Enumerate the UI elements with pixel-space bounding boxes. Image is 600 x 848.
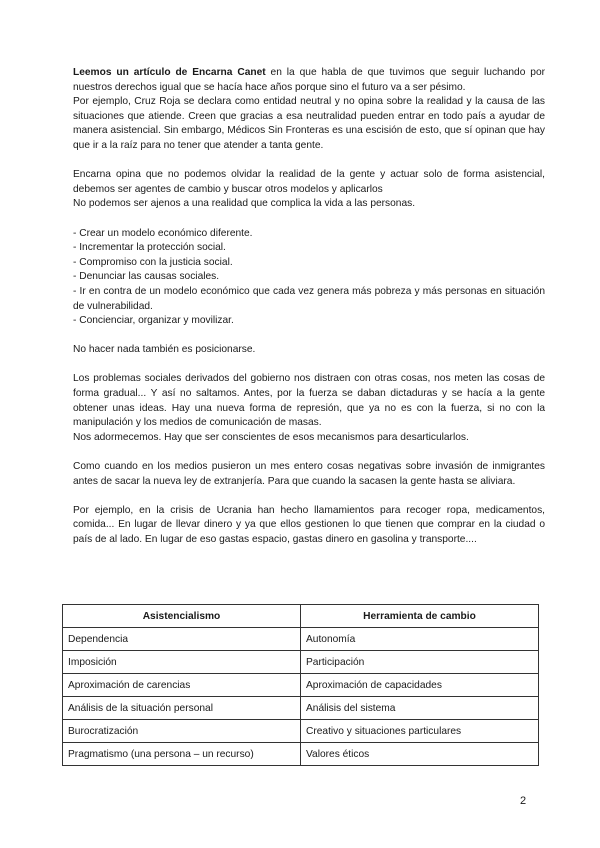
table-row [63, 697, 539, 720]
intro-bold-lead: Leemos un artículo de Encarna Canet [73, 67, 266, 78]
list-item: - Crear un modelo económico diferente. [73, 227, 253, 239]
table-cell: Análisis de la situación personal [63, 697, 301, 720]
paragraph-encarna-opina: Encarna opina que no podemos olvidar la realidad de la gente y actuar solo de forma asistencial, debemos ser agentes de cambio y buscar otros modelos y aplicarlos [73, 169, 545, 195]
list-item: - Ir en contra de un modelo económico que cada vez genera más pobreza y más personas en situación de vulnerabilidad. [73, 285, 545, 312]
table-row [63, 743, 539, 766]
action-list [73, 227, 545, 329]
table-cell: Valores éticos [301, 743, 539, 766]
table-cell: Aproximación de carencias [63, 674, 301, 697]
table-header-row [63, 605, 539, 628]
table-header-herramienta: Herramienta de cambio [301, 605, 539, 628]
paragraph-no-podemos: No podemos ser ajenos a una realidad que complica la vida a las personas. [73, 198, 416, 210]
table-cell: Imposición [63, 651, 301, 674]
paragraph-cruz-roja: Por ejemplo, Cruz Roja se declara como entidad neutral y no opina sobre la realidad y la causa de las situaciones que atiende. Creen que gracias a esa neutralidad pueden entrar en todo país a ayudar de manera asistencial. Sin embargo, Médicos Sin Fronteras es una escisión de esto, que sí opinan que hay que ir a la raíz para no tener que atender a tanta gente. [73, 96, 545, 151]
table-cell: Dependencia [63, 628, 301, 651]
paragraph-no-hacer-nada: No hacer nada también es posicionarse. [73, 344, 256, 356]
list-item: - Compromiso con la justicia social. [73, 256, 233, 268]
table-cell: Creativo y situaciones particulares [301, 720, 539, 743]
table-cell: Burocratización [63, 720, 301, 743]
table-row [63, 674, 539, 697]
table-header-asistencialismo: Asistencialismo [63, 605, 301, 628]
page-number: 2 [520, 795, 527, 807]
list-item: - Concienciar, organizar y movilizar. [73, 315, 234, 327]
intro-paragraph [73, 66, 545, 95]
table-row [63, 628, 539, 651]
table-cell: Participación [301, 651, 539, 674]
paragraph-medios: Como cuando en los medios pusieron un mes entero cosas negativas sobre invasión de inmigrantes antes de sacar la nueva ley de extranjería. Para que cuando la sacasen la gente hasta se aliviara. [73, 461, 545, 487]
table-cell: Autonomía [301, 628, 539, 651]
paragraph-ucrania: Por ejemplo, en la crisis de Ucrania han hecho llamamientos para recoger ropa, medicamentos, comida... En lugar de llevar dinero y ya que ellos gestionen lo que tienen que comprar en la ciudad o país de al lado. En lugar de eso gastas espacio, gastas dinero en gasolina y transporte.... [73, 504, 545, 545]
paragraph-problemas-sociales: Los problemas sociales derivados del gobierno nos distraen con otras cosas, nos meten las cosas de forma gradual... Y así no saltamos. Antes, por la fuerza se daban dictaduras y se hacía a la gente obtener unas ideas. Hay una nueva forma de represión, que ya no es con la fuerza, si no con la manipulación y los medios de comunicación de masas. [73, 373, 545, 429]
list-item: - Incrementar la protección social. [73, 242, 226, 254]
table-cell: Aproximación de capacidades [301, 674, 539, 697]
paragraph-nos-adormecemos: Nos adormecemos. Hay que ser conscientes de esos mecanismos para desarticularlos. [73, 431, 469, 443]
intro-rest: en la que habla de que tuvimos que seguir luchando por nuestros derechos igual que se hacía hace años porque sino el futuro va a ser pésimo. [73, 67, 545, 93]
table-row [63, 720, 539, 743]
list-item: - Denunciar las causas sociales. [73, 271, 220, 283]
table-row [63, 651, 539, 674]
comparison-table [62, 604, 539, 766]
table-cell: Pragmatismo (una persona – un recurso) [63, 743, 301, 766]
table-cell: Análisis del sistema [301, 697, 539, 720]
document-body [73, 66, 545, 562]
